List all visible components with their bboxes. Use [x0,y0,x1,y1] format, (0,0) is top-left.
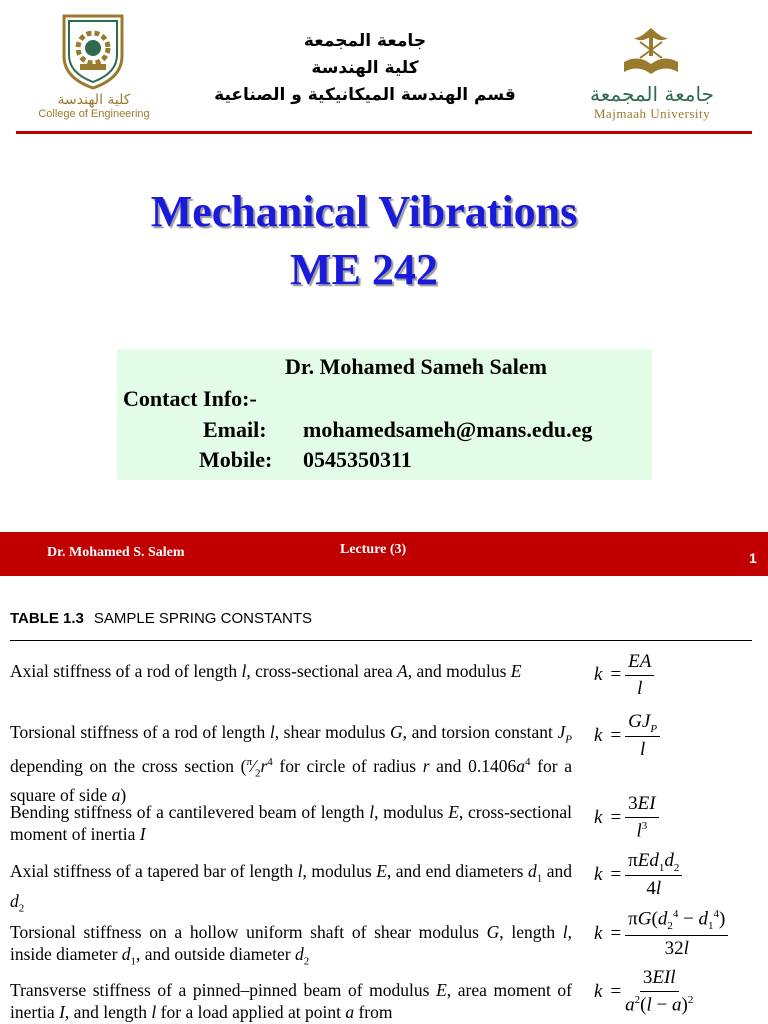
row-formula: k = $\frac{EA}{l}$ [594,650,654,700]
row-description: Transverse stiffness of a pinned–pinned beam of modulus E, area moment of inertia I, and length l for a load applied at point a from [10,980,572,1022]
table-number: TABLE 1.3 [10,610,84,627]
footer-lecture: Lecture (3) [340,542,407,557]
course-code: ME 242 [290,245,438,294]
department-name: قسم الهندسة الميكانيكية و الصناعية [214,85,516,105]
spring-constants-table [0,576,768,1024]
left-logo-arabic: كلية الهندسة [57,92,131,108]
email-value: mohamedsameh@mans.edu.eg [303,417,593,442]
row-formula: k = $\frac{GJ_P}{l}$ [594,711,660,761]
college-of-engineering-logo [30,12,158,124]
row-description: Torsional stiffness on a hollow uniform shaft of shear modulus G, length l, inside diameter $d_1$, and outside diameter $d_2$ [10,922,572,968]
row-formula: k = $\frac{\pi G(d_2^4 - d_1^4)}{32l}$ [594,909,728,959]
mobile-label: Mobile: [199,447,273,472]
left-logo-english: College of Engineering [38,108,150,120]
course-title: Mechanical Vibrations [150,187,578,236]
row-formula: k = $\frac{3EI}{l^3}$ [594,793,659,843]
arabic-header [190,28,540,109]
mobile-value: 0545350311 [303,447,412,472]
university-name: جامعة المجمعة [303,31,427,51]
instructor-name: Dr. Mohamed Sameh Salem [285,354,547,379]
shield-gear-icon [60,12,126,90]
row-description: Axial stiffness of a tapered bar of length l, modulus E, and end diameters $d_1$ and $d_2$ [10,861,572,914]
college-name: كلية الهندسة [311,58,419,78]
footer-page-number: 1 [749,550,757,566]
palm-book-icon [620,24,682,82]
right-logo-english: Majmaah University [593,106,711,121]
row-description: Axial stiffness of a rod of length l, cross-sectional area A, and modulus E [10,661,522,681]
row-formula: k = $\frac{\text{3EIl}}{a^2(l - a)^2}$ [594,967,694,1016]
table-caption [10,610,312,627]
slide-footer [0,532,768,576]
header-divider [16,131,752,134]
contact-box [117,349,652,480]
table-rule [10,640,752,641]
email-label: Email: [203,417,267,442]
row-formula: k = $\frac{\pi Ed_1d_2}{4l}$ [594,850,682,900]
right-logo-arabic: جامعة المجمعة [590,82,714,106]
row-description: Torsional stiffness of a rod of length l, shear modulus G, and torsion constant $J_P$ depending on the cross section ($^\pi⁄_2r^4$ for circle of radius r and $0.1406a^4$ for a square of side a) [10,722,572,805]
majmaah-university-logo [572,24,732,124]
row-description: Bending stiffness of a cantilevered beam of length l, modulus E, cross-sectional moment of inertia I [10,802,573,844]
footer-author: Dr. Mohamed S. Salem [47,545,185,560]
contact-heading: Contact Info:- [123,386,257,411]
table-title: SAMPLE SPRING CONSTANTS [93,610,312,627]
